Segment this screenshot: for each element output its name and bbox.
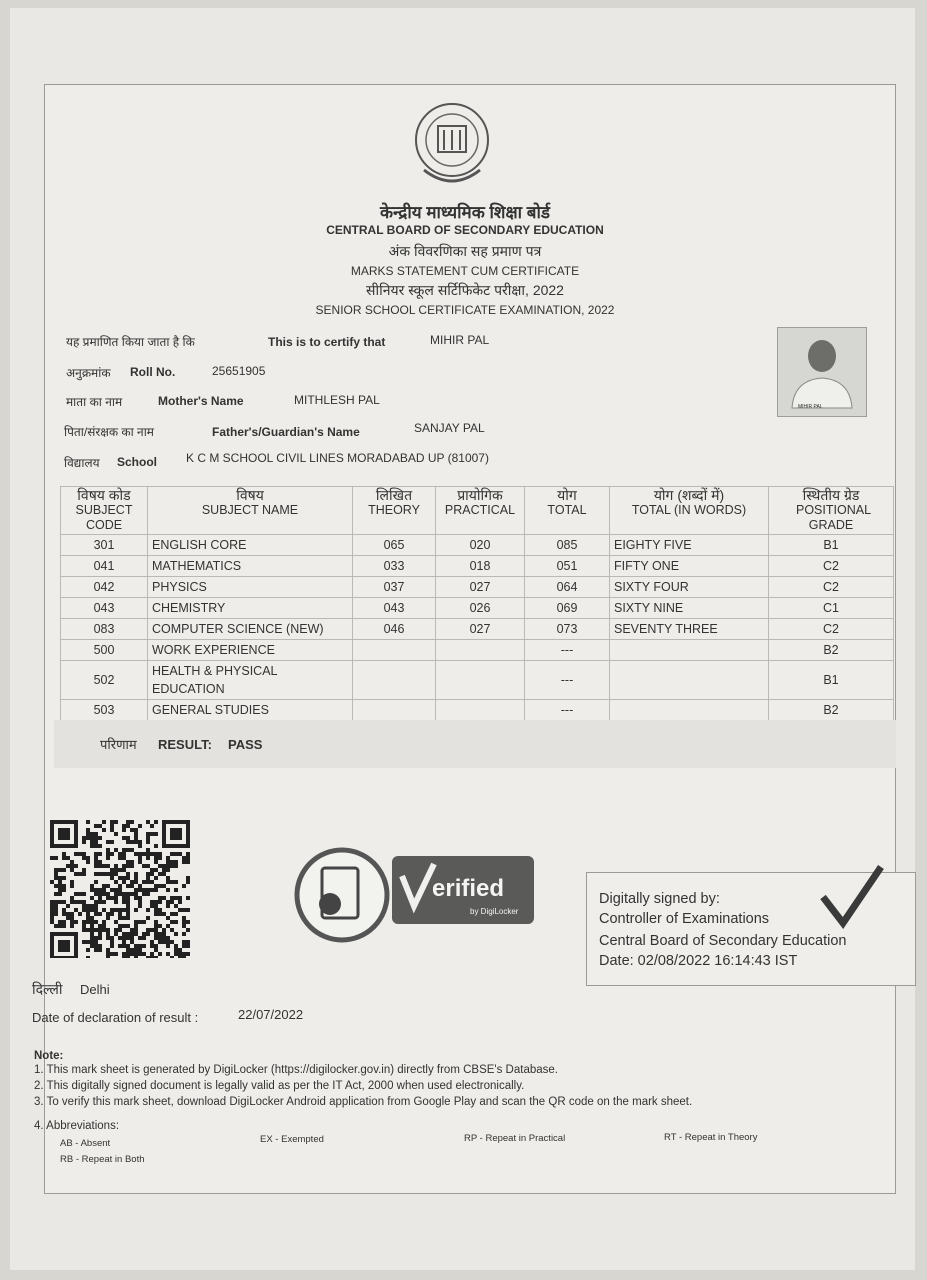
- subject-name: PHYSICS: [148, 577, 353, 598]
- table-row: [61, 535, 894, 556]
- total-marks: ---: [525, 700, 610, 721]
- person-silhouette-icon: [778, 328, 866, 416]
- table-row: [61, 640, 894, 661]
- abbreviation-exempted: EX - Exempted: [260, 1134, 324, 1145]
- note-item: 3. To verify this mark sheet, download DigiLocker Android application from Google Play and scan the QR code on the mark sheet.: [34, 1096, 693, 1108]
- total-marks: 069: [525, 598, 610, 619]
- subject-code: 301: [61, 535, 148, 556]
- total-marks: 085: [525, 535, 610, 556]
- exam-title: SENIOR SCHOOL CERTIFICATE EXAMINATION, 2022: [315, 303, 615, 317]
- result-panel: [54, 720, 896, 768]
- mother-name: MITHLESH PAL: [294, 393, 380, 407]
- student-photo: [777, 327, 867, 417]
- roll-label: Roll No.: [130, 365, 176, 379]
- digilocker-verified-badge: [292, 846, 536, 944]
- subject-code: 502: [61, 661, 148, 700]
- roll-number: 25651905: [212, 364, 266, 378]
- note-title: Note:: [34, 1050, 64, 1062]
- subject-code: 043: [61, 598, 148, 619]
- table-header-row: [61, 487, 894, 535]
- place-hindi: दिल्ली: [32, 981, 63, 997]
- roll-hindi: अनुक्रमांक: [66, 366, 111, 380]
- practical-marks: [436, 640, 525, 661]
- mother-hindi: माता का नाम: [66, 395, 123, 409]
- col-theory: लिखित THEORY: [353, 487, 436, 535]
- result-hindi: परिणाम: [100, 737, 137, 752]
- table-row: [61, 661, 894, 700]
- board-name-hindi: केन्द्रीय माध्यमिक शिक्षा बोर्ड: [380, 203, 550, 222]
- positional-grade: B2: [769, 640, 894, 661]
- father-name: SANJAY PAL: [414, 421, 485, 435]
- practical-marks: 027: [436, 619, 525, 640]
- table-row: [61, 598, 894, 619]
- mother-label: Mother's Name: [158, 394, 244, 408]
- col-positional-grade: स्थितीय ग्रेड POSITIONAL GRADE: [769, 487, 894, 535]
- digital-signature-box: [586, 872, 916, 986]
- subject-name: ENGLISH CORE: [148, 535, 353, 556]
- total-in-words: SIXTY FOUR: [610, 577, 769, 598]
- declaration-date: 22/07/2022: [238, 1007, 304, 1022]
- marks-table: [60, 486, 894, 721]
- student-name: MIHIR PAL: [430, 333, 490, 347]
- positional-grade: C1: [769, 598, 894, 619]
- father-label: Father's/Guardian's Name: [212, 425, 360, 439]
- subject-code: 083: [61, 619, 148, 640]
- statement-hindi: अंक विवरणिका सह प्रमाण पत्र: [388, 243, 542, 259]
- total-in-words: EIGHTY FIVE: [610, 535, 769, 556]
- place-label: Delhi: [80, 982, 110, 997]
- theory-marks: [353, 700, 436, 721]
- checkmark-icon: [817, 863, 887, 933]
- col-subject-code: विषय कोड SUBJECT CODE: [61, 487, 148, 535]
- total-marks: 073: [525, 619, 610, 640]
- abbreviation-repeat-both: RB - Repeat in Both: [60, 1154, 145, 1165]
- total-in-words: FIFTY ONE: [610, 556, 769, 577]
- theory-marks: [353, 661, 436, 700]
- practical-marks: 020: [436, 535, 525, 556]
- practical-marks: 026: [436, 598, 525, 619]
- table-row: [61, 577, 894, 598]
- theory-marks: 043: [353, 598, 436, 619]
- total-marks: 051: [525, 556, 610, 577]
- theory-marks: [353, 640, 436, 661]
- total-in-words: [610, 661, 769, 700]
- subject-name: COMPUTER SCIENCE (NEW): [148, 619, 353, 640]
- table-row: [61, 619, 894, 640]
- note-item: 4. Abbreviations:: [34, 1120, 120, 1132]
- total-in-words: [610, 700, 769, 721]
- result-label: RESULT:: [158, 737, 212, 752]
- positional-grade: B1: [769, 661, 894, 700]
- practical-marks: 027: [436, 577, 525, 598]
- practical-marks: [436, 700, 525, 721]
- photo-caption: MIHIR PAL: [798, 404, 823, 410]
- subject-code: 500: [61, 640, 148, 661]
- note-item: 1. This mark sheet is generated by DigiLocker (https://digilocker.gov.in) directly from CBSE's Database.: [34, 1064, 558, 1076]
- theory-marks: 037: [353, 577, 436, 598]
- col-total-words: योग (शब्दों में) TOTAL (IN WORDS): [610, 487, 769, 535]
- statement-title: MARKS STATEMENT CUM CERTIFICATE: [350, 264, 580, 278]
- qr-code[interactable]: [46, 818, 194, 958]
- theory-marks: 033: [353, 556, 436, 577]
- col-total: योग TOTAL: [525, 487, 610, 535]
- abbreviation-repeat-theory: RT - Repeat in Theory: [664, 1132, 758, 1143]
- signature-date: Date: 02/08/2022 16:14:43 IST: [599, 953, 798, 969]
- total-in-words: SEVENTY THREE: [610, 619, 769, 640]
- certify-label: This is to certify that: [268, 335, 386, 349]
- practical-marks: 018: [436, 556, 525, 577]
- theory-marks: 065: [353, 535, 436, 556]
- positional-grade: C2: [769, 619, 894, 640]
- abbreviation-absent: AB - Absent: [60, 1138, 111, 1149]
- subject-name: GENERAL STUDIES: [148, 700, 353, 721]
- total-in-words: SIXTY NINE: [610, 598, 769, 619]
- verified-subtext: by DigiLocker: [470, 907, 519, 916]
- signature-line-1: Digitally signed by:: [599, 891, 720, 907]
- declaration-label: Date of declaration of result :: [32, 1010, 199, 1025]
- abbreviation-repeat-practical: RP - Repeat in Practical: [464, 1133, 566, 1144]
- school-label: School: [117, 455, 158, 469]
- theory-marks: 046: [353, 619, 436, 640]
- table-row: [61, 556, 894, 577]
- subject-code: 042: [61, 577, 148, 598]
- note-item: 2. This digitally signed document is legally valid as per the IT Act, 2000 when used electronically.: [34, 1080, 525, 1092]
- subject-name: HEALTH & PHYSICAL EDUCATION: [148, 661, 353, 700]
- col-practical: प्रायोगिक PRACTICAL: [436, 487, 525, 535]
- subject-code: 041: [61, 556, 148, 577]
- subject-name: WORK EXPERIENCE: [148, 640, 353, 661]
- signature-line-2: Controller of Examinations: [599, 911, 770, 927]
- father-hindi: पिता/संरक्षक का नाम: [64, 425, 154, 439]
- positional-grade: B1: [769, 535, 894, 556]
- verified-text: erified: [432, 875, 505, 902]
- col-subject-name: विषय SUBJECT NAME: [148, 487, 353, 535]
- board-name: CENTRAL BOARD OF SECONDARY EDUCATION: [326, 223, 604, 237]
- signature-line-3: Central Board of Secondary Education: [599, 933, 847, 949]
- table-row: [61, 700, 894, 721]
- total-in-words: [610, 640, 769, 661]
- practical-marks: [436, 661, 525, 700]
- result-value: PASS: [228, 737, 263, 752]
- subject-name: MATHEMATICS: [148, 556, 353, 577]
- school-name: K C M SCHOOL CIVIL LINES MORADABAD UP (81007): [186, 451, 489, 465]
- positional-grade: C2: [769, 556, 894, 577]
- subject-code: 503: [61, 700, 148, 721]
- positional-grade: B2: [769, 700, 894, 721]
- subject-name: CHEMISTRY: [148, 598, 353, 619]
- total-marks: 064: [525, 577, 610, 598]
- total-marks: ---: [525, 661, 610, 700]
- school-hindi: विद्यालय: [64, 456, 100, 470]
- cbse-logo: [410, 100, 494, 192]
- total-marks: ---: [525, 640, 610, 661]
- certify-hindi: यह प्रमाणित किया जाता है कि: [66, 335, 195, 349]
- exam-hindi: सीनियर स्कूल सर्टिफिकेट परीक्षा, 2022: [366, 282, 564, 298]
- positional-grade: C2: [769, 577, 894, 598]
